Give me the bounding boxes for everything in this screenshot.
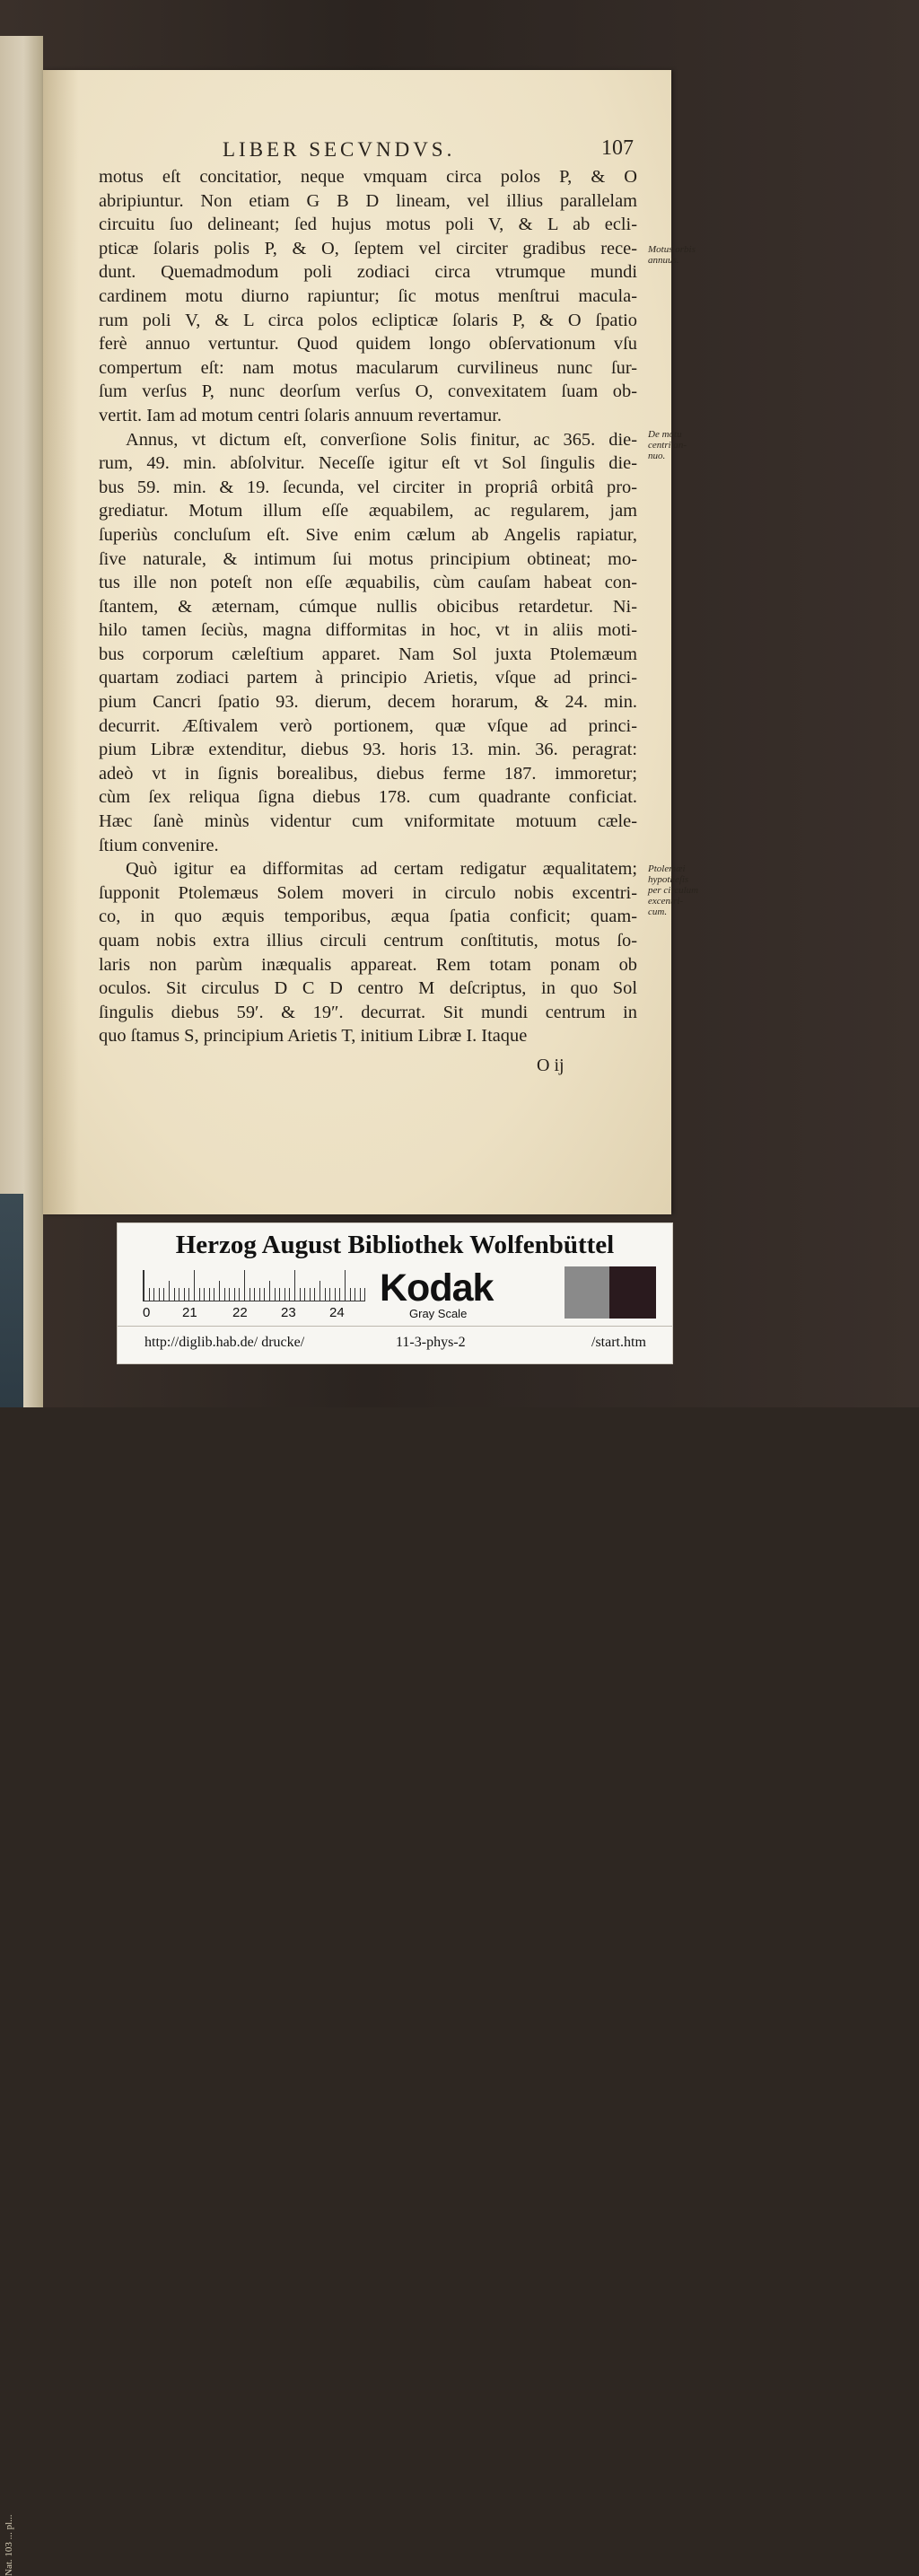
ruler-tick	[194, 1270, 195, 1301]
ruler-tick	[314, 1288, 315, 1301]
ruler-tick	[294, 1270, 295, 1301]
text-line: vertit. Iam ad motum centri ſolaris annuum revertamur.	[99, 405, 503, 425]
scale-ruler	[143, 1270, 366, 1301]
ruler-tick	[284, 1288, 285, 1301]
marginal-note-line: hypotheſis	[648, 874, 689, 885]
text-line: rum poli V, & L circa polos eclipticæ ſolaris P, & O ſpatio	[99, 310, 637, 330]
ruler-tick	[163, 1288, 164, 1301]
body-text	[99, 165, 637, 1048]
text-line: bus corporum cæleſtium apparet. Nam Sol juxta Ptolemæum	[99, 644, 637, 664]
ruler-tick	[259, 1288, 260, 1301]
marginal-note	[648, 244, 720, 266]
text-line: decurrit. Æſtivalem verò portionem, quæ vſque ad princi-	[99, 715, 637, 736]
url-prefix[interactable]: http://diglib.hab.de/ drucke/	[144, 1335, 305, 1350]
text-line: rum, 49. min. abſolvitur. Neceſſe igitur eſt vt Sol ſingulis die-	[99, 453, 637, 474]
text-line: ſingulis diebus 59′. & 19″. decurrat. Sit mundi centrum in	[99, 1002, 637, 1022]
ruler-tick	[159, 1288, 160, 1301]
page-number: 107	[601, 136, 634, 160]
gutter-shadow	[43, 70, 79, 1214]
ruler-tick	[345, 1270, 346, 1301]
ruler-tick	[209, 1288, 210, 1301]
ruler-tick	[204, 1288, 205, 1301]
text-line: ſupponit Ptolemæus Solem moveri in circulo nobis excentri-	[99, 882, 637, 903]
ruler-tick	[219, 1281, 220, 1301]
ruler-tick	[249, 1288, 250, 1301]
text-line: Annus, vt dictum eſt, converſione Solis finitur, ac 365. die-	[126, 429, 637, 450]
ruler-tick	[149, 1288, 150, 1301]
text-line: pium Libræ extenditur, diebus 93. horis 13. min. 36. peragrat:	[99, 740, 637, 760]
text-line: circuitu ſuo delineant; ſed hujus motus poli V, & L ab ecli-	[99, 215, 637, 235]
text-line: hilo tamen ſeciùs, magna difformitas in hoc, vt in aliis moti-	[99, 620, 637, 641]
spine-label: Nat. 103 ... pl...	[4, 2514, 14, 2576]
institution-name: Herzog August Bibliothek Wolfenbüttel	[175, 1231, 615, 1259]
text-line: cùm ſex reliqua ſigna diebus 178. cum quadrante conficiat.	[99, 787, 637, 808]
gray-swatch-dark	[609, 1266, 656, 1319]
ruler-tick	[269, 1281, 270, 1301]
marginal-note-line: Ptolemæi	[648, 863, 686, 874]
marginal-note-line: nuo.	[648, 451, 666, 461]
text-line: Quò igitur ea difformitas ad certam redigatur æqualitatem;	[126, 859, 637, 880]
ruler-number: 23	[281, 1305, 296, 1320]
text-line: co, in quo æquis temporibus, æqua ſpatia conficit; quam-	[99, 907, 637, 927]
ruler-number: 0	[143, 1305, 151, 1320]
ruler-tick	[319, 1281, 320, 1301]
ruler-tick	[188, 1288, 189, 1301]
marginal-note-line: Motus orbis	[648, 244, 696, 255]
ruler-number: 24	[329, 1305, 345, 1320]
marginal-note-line: excentri-	[648, 896, 684, 907]
text-line: bus 59. min. & 19. ſecunda, vel circiter in propriâ orbitâ pro-	[99, 477, 637, 497]
ruler-tick	[239, 1288, 240, 1301]
text-line: adeò vt in ſignis borealibus, diebus ferme 187. immoretur;	[99, 763, 637, 784]
running-head: LIBER SECVNDVS.	[223, 138, 456, 161]
color-target-card	[117, 1222, 673, 1364]
text-line: tus ille non poteſt non eſſe æquabilis, cùm cauſam habeat con-	[99, 573, 637, 593]
text-line: cardinem motu diurno rapiuntur; ſic motus menſtrui macula-	[99, 285, 637, 306]
gray-swatch-mid	[565, 1266, 609, 1319]
marginal-note-line: cum.	[648, 907, 668, 917]
ruler-tick	[325, 1288, 326, 1301]
ruler-tick	[275, 1288, 276, 1301]
ruler-tick	[339, 1288, 340, 1301]
text-line: compertum eſt: nam motus macularum curvilineus nunc ſur-	[99, 357, 637, 378]
marginal-note-line: annuus.	[648, 255, 679, 266]
ruler-tick	[304, 1288, 305, 1301]
target-divider	[118, 1326, 672, 1327]
text-line: pticæ ſolaris polis P, & O, ſeptem vel circiter gradibus rece-	[99, 238, 637, 258]
ruler-tick	[153, 1288, 154, 1301]
text-line: ferè annuo vertuntur. Quod quidem longo obſervationum vſu	[99, 334, 637, 355]
ruler-tick	[264, 1288, 265, 1301]
url-shelfmark[interactable]: 11-3-phys-2	[396, 1335, 466, 1350]
text-line: pium Cancri ſpatio 93. dierum, decem horarum, & 24. min.	[99, 692, 637, 713]
text-line: Hæc ſanè minùs videntur cum vniformitate motuum cæle-	[99, 811, 637, 832]
ruler-tick	[254, 1288, 255, 1301]
marginal-note	[648, 429, 720, 461]
ruler-tick	[360, 1288, 361, 1301]
catchword: O ij	[537, 1056, 565, 1075]
marginal-note	[648, 863, 720, 917]
text-line: ſtantem, & æternam, cúmque nullis obicibus retardetur. Ni-	[99, 596, 637, 617]
marginal-note-line: centri an-	[648, 440, 687, 451]
text-line: ſive naturale, & intimum ſui motus principium obtineat; mo-	[99, 548, 637, 569]
text-line: ſuperiùs concluſum eſt. Sive enim cælum ab Angelis rapiatur,	[99, 524, 637, 545]
text-line: oculos. Sit circulus D C D centro M deſcriptus, in quo Sol	[99, 978, 637, 999]
url-suffix[interactable]: /start.htm	[591, 1335, 646, 1350]
ruler-tick	[329, 1288, 330, 1301]
text-line: quam nobis extra illius circuli centrum conſtitutis, motus ſo-	[99, 931, 637, 951]
ruler-tick	[289, 1288, 290, 1301]
ruler-tick	[310, 1288, 311, 1301]
text-line: ſtium convenire.	[99, 835, 219, 855]
ruler-number: 21	[182, 1305, 197, 1320]
ruler-tick	[364, 1288, 365, 1301]
text-line: laris non parùm inæqualis appareat. Rem totam ponam ob	[99, 954, 637, 975]
ruler-number: 22	[232, 1305, 248, 1320]
text-line: motus eſt concitatior, neque vmquam circa polos P, & O	[99, 167, 637, 187]
text-line: grediatur. Motum illum eſſe æquabilem, ac regularem, jam	[99, 501, 637, 521]
kodak-logo: Kodak	[380, 1266, 494, 1310]
ruler-tick	[184, 1288, 185, 1301]
ruler-tick	[174, 1288, 175, 1301]
text-line: abripiuntur. Non etiam G B D lineam, vel illius parallelam	[99, 190, 637, 211]
ruler-tick	[169, 1281, 170, 1301]
ruler-tick	[354, 1288, 355, 1301]
text-line: quartam zodiaci partem à principio Arietis, vſque ad princi-	[99, 668, 637, 688]
ruler-tick	[234, 1288, 235, 1301]
ruler-tick	[300, 1288, 301, 1301]
marginal-note-line: per circulum	[648, 885, 699, 896]
ruler-tick	[335, 1288, 336, 1301]
ruler-tick	[199, 1288, 200, 1301]
text-line: dunt. Quemadmodum poli zodiaci circa vtrumque mundi	[99, 262, 637, 283]
ruler-tick	[279, 1288, 280, 1301]
ruler-tick	[229, 1288, 230, 1301]
ruler-tick	[244, 1270, 245, 1301]
text-line: quo ſtamus S, principium Arietis T, initium Libræ I. Itaque	[99, 1026, 528, 1047]
marginal-note-line: De motu	[648, 429, 682, 440]
text-line: ſum verſus P, nunc deorſum verſus O, convexitatem ſuam ob-	[99, 381, 637, 402]
book-spine	[0, 1194, 23, 2576]
ruler-tick	[350, 1288, 351, 1301]
gray-scale-label: Gray Scale	[409, 1307, 468, 1320]
ruler-tick	[224, 1288, 225, 1301]
